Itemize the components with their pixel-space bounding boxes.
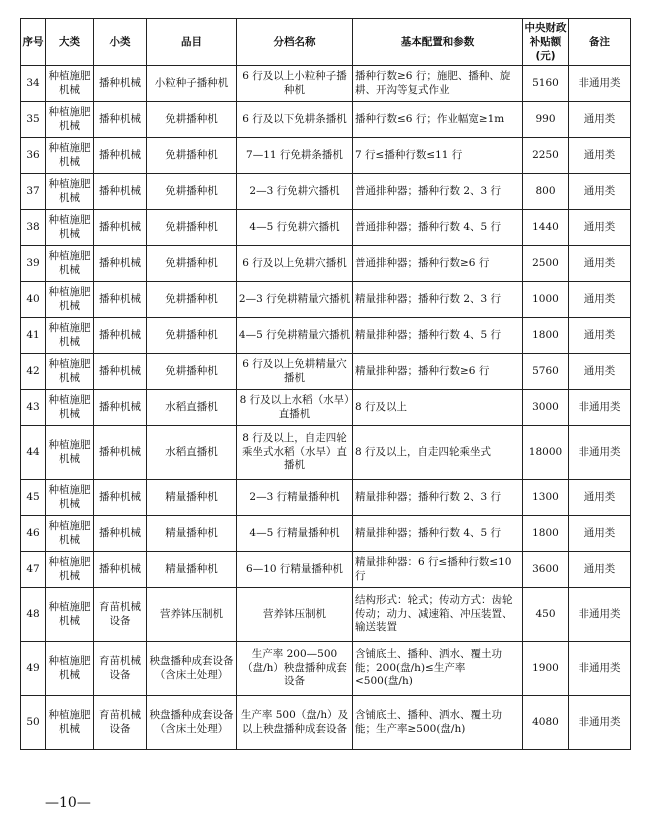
cell-subcategory: 播种机械 bbox=[94, 102, 147, 138]
cell-grade: 6—10 行精量播种机 bbox=[237, 552, 353, 588]
cell-config: 精量排种器；播种行数 4、5 行 bbox=[353, 516, 523, 552]
cell-item: 精量播种机 bbox=[147, 552, 237, 588]
cell-item: 免耕播种机 bbox=[147, 138, 237, 174]
cell-config: 普通排种器；播种行数≥6 行 bbox=[353, 246, 523, 282]
table-row bbox=[21, 282, 631, 318]
cell-subcategory: 育苗机械设备 bbox=[94, 588, 147, 642]
cell-remark: 非通用类 bbox=[569, 390, 631, 426]
cell-subsidy: 3600 bbox=[523, 552, 569, 588]
table-row bbox=[21, 390, 631, 426]
cell-subsidy: 1300 bbox=[523, 480, 569, 516]
page-number: —10— bbox=[45, 795, 91, 811]
cell-category: 种植施肥机械 bbox=[46, 210, 94, 246]
cell-remark: 通用类 bbox=[569, 516, 631, 552]
header-subcategory: 小类 bbox=[94, 19, 147, 66]
cell-seq: 41 bbox=[21, 318, 46, 354]
cell-grade: 2—3 行精量播种机 bbox=[237, 480, 353, 516]
cell-subcategory: 播种机械 bbox=[94, 138, 147, 174]
cell-item: 秧盘播种成套设备（含床土处理） bbox=[147, 642, 237, 696]
cell-config: 普通排种器；播种行数 2、3 行 bbox=[353, 174, 523, 210]
cell-subsidy: 800 bbox=[523, 174, 569, 210]
table-row bbox=[21, 246, 631, 282]
cell-remark: 非通用类 bbox=[569, 588, 631, 642]
cell-grade: 2—3 行免耕穴播机 bbox=[237, 174, 353, 210]
cell-subcategory: 播种机械 bbox=[94, 552, 147, 588]
cell-item: 秧盘播种成套设备（含床土处理） bbox=[147, 696, 237, 750]
cell-seq: 38 bbox=[21, 210, 46, 246]
cell-subcategory: 播种机械 bbox=[94, 354, 147, 390]
table-row bbox=[21, 354, 631, 390]
cell-config: 7 行≤播种行数≤11 行 bbox=[353, 138, 523, 174]
cell-item: 免耕播种机 bbox=[147, 246, 237, 282]
cell-subsidy: 450 bbox=[523, 588, 569, 642]
cell-subcategory: 播种机械 bbox=[94, 318, 147, 354]
cell-remark: 通用类 bbox=[569, 210, 631, 246]
cell-remark: 通用类 bbox=[569, 318, 631, 354]
cell-subsidy: 1800 bbox=[523, 516, 569, 552]
cell-category: 种植施肥机械 bbox=[46, 642, 94, 696]
cell-category: 种植施肥机械 bbox=[46, 282, 94, 318]
cell-seq: 39 bbox=[21, 246, 46, 282]
cell-remark: 通用类 bbox=[569, 480, 631, 516]
cell-seq: 44 bbox=[21, 426, 46, 480]
cell-category: 种植施肥机械 bbox=[46, 354, 94, 390]
cell-remark: 通用类 bbox=[569, 552, 631, 588]
header-item: 品目 bbox=[147, 19, 237, 66]
table-row bbox=[21, 426, 631, 480]
cell-grade: 生产率 500（盘/h）及以上秧盘播种成套设备 bbox=[237, 696, 353, 750]
cell-remark: 非通用类 bbox=[569, 696, 631, 750]
header-remark: 备注 bbox=[569, 19, 631, 66]
cell-seq: 48 bbox=[21, 588, 46, 642]
cell-item: 营养钵压制机 bbox=[147, 588, 237, 642]
cell-seq: 49 bbox=[21, 642, 46, 696]
header-grade: 分档名称 bbox=[237, 19, 353, 66]
cell-category: 种植施肥机械 bbox=[46, 588, 94, 642]
table-row bbox=[21, 642, 631, 696]
cell-subcategory: 播种机械 bbox=[94, 210, 147, 246]
table-row bbox=[21, 588, 631, 642]
cell-subcategory: 播种机械 bbox=[94, 390, 147, 426]
cell-subsidy: 3000 bbox=[523, 390, 569, 426]
cell-subsidy: 1900 bbox=[523, 642, 569, 696]
cell-subcategory: 育苗机械设备 bbox=[94, 642, 147, 696]
cell-subcategory: 播种机械 bbox=[94, 174, 147, 210]
cell-category: 种植施肥机械 bbox=[46, 516, 94, 552]
cell-item: 小粒种子播种机 bbox=[147, 66, 237, 102]
table-row bbox=[21, 66, 631, 102]
cell-subcategory: 播种机械 bbox=[94, 282, 147, 318]
cell-subcategory: 播种机械 bbox=[94, 246, 147, 282]
cell-grade: 4—5 行免耕穴播机 bbox=[237, 210, 353, 246]
cell-subsidy: 2500 bbox=[523, 246, 569, 282]
cell-grade: 6 行及以上免耕穴播机 bbox=[237, 246, 353, 282]
cell-subsidy: 1440 bbox=[523, 210, 569, 246]
cell-item: 免耕播种机 bbox=[147, 318, 237, 354]
cell-remark: 通用类 bbox=[569, 282, 631, 318]
cell-subcategory: 播种机械 bbox=[94, 426, 147, 480]
cell-seq: 45 bbox=[21, 480, 46, 516]
cell-item: 免耕播种机 bbox=[147, 174, 237, 210]
table-row bbox=[21, 210, 631, 246]
cell-grade: 营养钵压制机 bbox=[237, 588, 353, 642]
table-row bbox=[21, 480, 631, 516]
table-row bbox=[21, 516, 631, 552]
header-config: 基本配置和参数 bbox=[353, 19, 523, 66]
cell-seq: 37 bbox=[21, 174, 46, 210]
cell-subsidy: 5760 bbox=[523, 354, 569, 390]
cell-subsidy: 4080 bbox=[523, 696, 569, 750]
cell-seq: 34 bbox=[21, 66, 46, 102]
cell-config: 精量排种器；播种行数 2、3 行 bbox=[353, 282, 523, 318]
table-row bbox=[21, 552, 631, 588]
cell-item: 精量播种机 bbox=[147, 516, 237, 552]
cell-config: 精量排种器：6 行≤播种行数≤10 行 bbox=[353, 552, 523, 588]
cell-category: 种植施肥机械 bbox=[46, 246, 94, 282]
cell-item: 免耕播种机 bbox=[147, 102, 237, 138]
header-category: 大类 bbox=[46, 19, 94, 66]
cell-category: 种植施肥机械 bbox=[46, 174, 94, 210]
cell-item: 水稻直播机 bbox=[147, 390, 237, 426]
cell-config: 精量排种器；播种行数≥6 行 bbox=[353, 354, 523, 390]
cell-remark: 通用类 bbox=[569, 246, 631, 282]
cell-subcategory: 播种机械 bbox=[94, 66, 147, 102]
cell-remark: 非通用类 bbox=[569, 426, 631, 480]
cell-seq: 36 bbox=[21, 138, 46, 174]
cell-category: 种植施肥机械 bbox=[46, 318, 94, 354]
table-row bbox=[21, 102, 631, 138]
cell-seq: 42 bbox=[21, 354, 46, 390]
cell-grade: 6 行及以上小粒种子播种机 bbox=[237, 66, 353, 102]
cell-grade: 2—3 行免耕精量穴播机 bbox=[237, 282, 353, 318]
cell-subsidy: 2250 bbox=[523, 138, 569, 174]
cell-remark: 通用类 bbox=[569, 354, 631, 390]
cell-seq: 35 bbox=[21, 102, 46, 138]
cell-seq: 50 bbox=[21, 696, 46, 750]
cell-config: 精量排种器；播种行数 2、3 行 bbox=[353, 480, 523, 516]
cell-remark: 通用类 bbox=[569, 102, 631, 138]
cell-remark: 通用类 bbox=[569, 174, 631, 210]
cell-grade: 7—11 行免耕条播机 bbox=[237, 138, 353, 174]
cell-subsidy: 1800 bbox=[523, 318, 569, 354]
cell-seq: 40 bbox=[21, 282, 46, 318]
cell-config: 含铺底土、播种、洒水、覆土功能；生产率≥500(盘/h) bbox=[353, 696, 523, 750]
cell-grade: 6 行及以上免耕精量穴播机 bbox=[237, 354, 353, 390]
cell-category: 种植施肥机械 bbox=[46, 480, 94, 516]
cell-config: 结构形式：轮式；传动方式：齿轮传动；动力、减速箱、冲压装置、输送装置 bbox=[353, 588, 523, 642]
cell-subsidy: 990 bbox=[523, 102, 569, 138]
cell-subsidy: 1000 bbox=[523, 282, 569, 318]
cell-config: 普通排种器；播种行数 4、5 行 bbox=[353, 210, 523, 246]
cell-grade: 4—5 行免耕精量穴播机 bbox=[237, 318, 353, 354]
cell-category: 种植施肥机械 bbox=[46, 102, 94, 138]
cell-config: 8 行及以上，自走四轮乘坐式 bbox=[353, 426, 523, 480]
cell-subcategory: 播种机械 bbox=[94, 480, 147, 516]
cell-category: 种植施肥机械 bbox=[46, 66, 94, 102]
subsidy-table bbox=[20, 18, 631, 750]
cell-subsidy: 5160 bbox=[523, 66, 569, 102]
cell-item: 免耕播种机 bbox=[147, 282, 237, 318]
table-row bbox=[21, 138, 631, 174]
cell-remark: 非通用类 bbox=[569, 66, 631, 102]
cell-subcategory: 育苗机械设备 bbox=[94, 696, 147, 750]
cell-config: 含铺底土、播种、洒水、覆土功能；200(盘/h)≤生产率<500(盘/h) bbox=[353, 642, 523, 696]
cell-seq: 43 bbox=[21, 390, 46, 426]
cell-grade: 8 行及以上水稻（水旱）直播机 bbox=[237, 390, 353, 426]
table-row bbox=[21, 318, 631, 354]
table-row bbox=[21, 696, 631, 750]
cell-category: 种植施肥机械 bbox=[46, 138, 94, 174]
cell-grade: 生产率 200—500（盘/h）秧盘播种成套设备 bbox=[237, 642, 353, 696]
cell-category: 种植施肥机械 bbox=[46, 390, 94, 426]
cell-item: 精量播种机 bbox=[147, 480, 237, 516]
cell-category: 种植施肥机械 bbox=[46, 552, 94, 588]
header-seq: 序号 bbox=[21, 19, 46, 66]
cell-remark: 非通用类 bbox=[569, 642, 631, 696]
cell-seq: 47 bbox=[21, 552, 46, 588]
cell-item: 免耕播种机 bbox=[147, 354, 237, 390]
cell-subsidy: 18000 bbox=[523, 426, 569, 480]
table-row bbox=[21, 174, 631, 210]
cell-grade: 8 行及以上，自走四轮乘坐式水稻（水旱）直播机 bbox=[237, 426, 353, 480]
cell-category: 种植施肥机械 bbox=[46, 426, 94, 480]
cell-config: 精量排种器；播种行数 4、5 行 bbox=[353, 318, 523, 354]
cell-subcategory: 播种机械 bbox=[94, 516, 147, 552]
cell-grade: 4—5 行精量播种机 bbox=[237, 516, 353, 552]
cell-config: 8 行及以上 bbox=[353, 390, 523, 426]
cell-seq: 46 bbox=[21, 516, 46, 552]
cell-category: 种植施肥机械 bbox=[46, 696, 94, 750]
cell-config: 播种行数≥6 行；施肥、播种、旋耕、开沟等复式作业 bbox=[353, 66, 523, 102]
header-row bbox=[21, 19, 631, 66]
cell-config: 播种行数≤6 行；作业幅宽≥1m bbox=[353, 102, 523, 138]
header-subsidy: 中央财政补贴额(元) bbox=[523, 19, 569, 66]
cell-item: 免耕播种机 bbox=[147, 210, 237, 246]
cell-remark: 通用类 bbox=[569, 138, 631, 174]
cell-grade: 6 行及以下免耕条播机 bbox=[237, 102, 353, 138]
cell-item: 水稻直播机 bbox=[147, 426, 237, 480]
